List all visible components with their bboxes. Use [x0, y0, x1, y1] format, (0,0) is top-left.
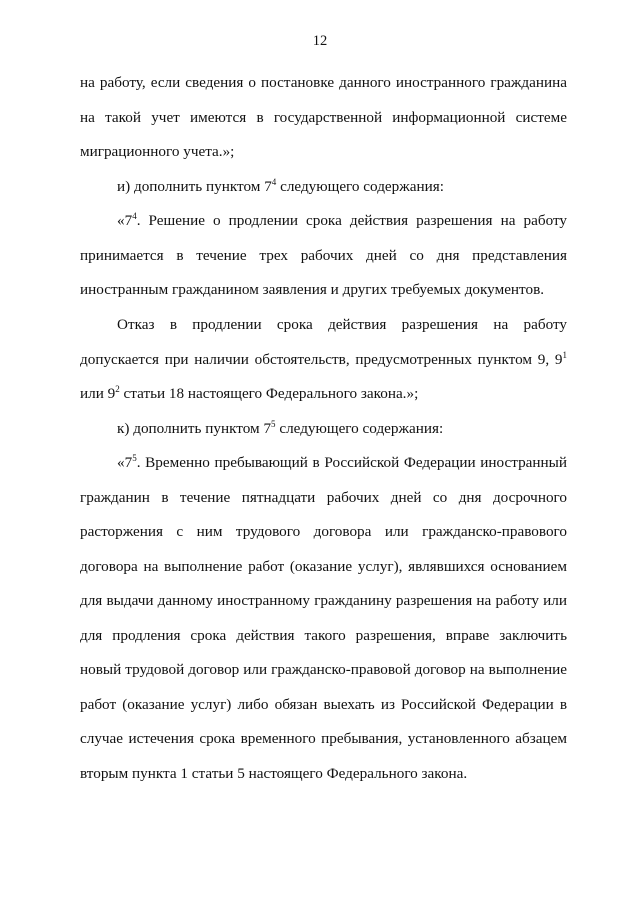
superscript: 5: [132, 452, 137, 463]
paragraph-point-7-5: [80, 446, 567, 791]
superscript: 4: [271, 176, 277, 187]
paragraph-refusal: [80, 308, 567, 412]
page-number: 12: [312, 33, 328, 49]
text-segment: Отказ в продлении срока действия разрешения на работу допускается при наличии обстоятельств, предусмотренных пунктом 9, 9: [80, 316, 567, 368]
text-segment: «7: [117, 212, 133, 229]
paragraph-amendment-i: [80, 170, 567, 205]
superscript: 2: [115, 383, 120, 394]
text-segment: и) дополнить пунктом 7: [117, 178, 272, 195]
text-segment: статьи 18 настоящего Федерального закона.»;: [119, 385, 419, 402]
paragraph-point-7-4: [80, 204, 567, 308]
paragraph-text: [80, 308, 567, 412]
superscript: 5: [271, 418, 276, 429]
text-segment: или 9: [80, 385, 116, 402]
superscript: 1: [562, 349, 567, 360]
paragraph-amendment-k: [80, 412, 567, 447]
text-segment: «7: [117, 454, 133, 471]
paragraph-text: [80, 412, 567, 447]
text-segment: следующего содержания:: [275, 420, 444, 437]
text-segment: следующего содержания:: [276, 178, 444, 195]
paragraph-continuation: [80, 66, 567, 170]
text-segment: . Решение о продлении срока действия разрешения на работу принимается в течение трех рабочих дней со дня представления иностранным гражданином заявления и других требуемых документов.: [80, 212, 567, 298]
paragraph-text: [80, 204, 567, 308]
paragraph-text: [80, 446, 567, 791]
paragraph-text: [80, 170, 567, 205]
paragraph-text: на работу, если сведения о постановке данного иностранного гражданина на такой учет имеются в государственной информационной системе миграционного учета.»;: [80, 74, 567, 160]
superscript: 4: [132, 210, 137, 221]
text-segment: к) дополнить пунктом 7: [117, 420, 272, 437]
text-segment: . Временно пребывающий в Российской Федерации иностранный гражданин в течение пятнадцати рабочих дней со дня досрочного расторжения с ним трудового договора или гражданско-правового договора на выполнение работ (оказание услуг), являвшихся основанием для выдачи данному иностранному гражданину разрешения на работу или для продления срока действия такого разрешения, вправе заключить новый трудовой договор или гражданско-правовой договор на выполнение работ (оказание услуг) либо обязан выехать из Российской Федерации в случае истечения срока временного пребывания, установленного абзацем вторым пункта 1 статьи 5 настоящего Федерального закона.: [80, 454, 567, 782]
